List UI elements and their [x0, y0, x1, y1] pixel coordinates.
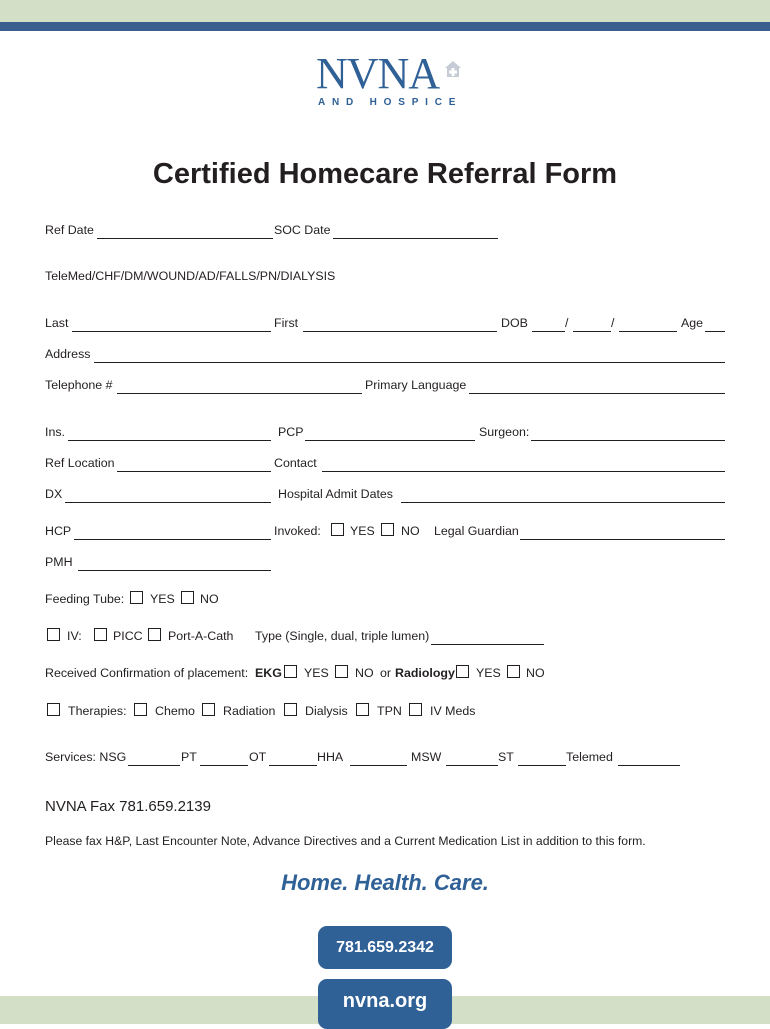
- contact-label: Contact: [274, 456, 317, 470]
- pmh-field[interactable]: [78, 570, 271, 571]
- radiology-yes-checkbox[interactable]: [456, 665, 469, 678]
- services-nsg-label: Services: NSG: [45, 750, 127, 764]
- therapies-checkbox[interactable]: [47, 703, 60, 716]
- invoked-yes-checkbox[interactable]: [331, 523, 344, 536]
- page-title: Certified Homecare Referral Form: [152, 158, 618, 190]
- soc-date-label: SOC Date: [274, 223, 331, 237]
- feeding-tube-no-checkbox[interactable]: [181, 591, 194, 604]
- programs-label: TeleMed/CHF/DM/WOUND/AD/FALLS/PN/DIALYSIS: [45, 269, 336, 283]
- first-label: First: [274, 316, 299, 330]
- ot-field[interactable]: [269, 765, 317, 766]
- chemo-checkbox[interactable]: [134, 703, 147, 716]
- services-row: [45, 750, 735, 768]
- ref-date-label: Ref Date: [45, 223, 94, 237]
- feeding-tube-label: Feeding Tube:: [45, 592, 125, 606]
- age-label: Age: [681, 316, 704, 330]
- received-confirmation-label: Received Confirmation of placement:: [45, 666, 249, 680]
- ref-location-label: Ref Location: [45, 456, 115, 470]
- primary-language-field[interactable]: [469, 393, 725, 394]
- tpn-label: TPN: [377, 704, 402, 718]
- telephone-label: Telephone #: [45, 378, 113, 392]
- telephone-field[interactable]: [117, 393, 362, 394]
- or-label: or: [380, 666, 392, 680]
- ekg-yes-checkbox[interactable]: [284, 665, 297, 678]
- st-label: ST: [498, 750, 514, 764]
- ref-date-row: [45, 223, 745, 241]
- ins-field[interactable]: [68, 440, 271, 441]
- top-color-band: [0, 0, 770, 22]
- address-field[interactable]: [94, 362, 725, 363]
- iv-row: [45, 629, 735, 647]
- pmh-label: PMH: [45, 555, 73, 569]
- pt-field[interactable]: [200, 765, 248, 766]
- hcp-field[interactable]: [74, 539, 271, 540]
- iv-label: IV:: [67, 629, 82, 643]
- phone-number-badge: 781.659.2342: [318, 926, 452, 969]
- msw-field[interactable]: [446, 765, 498, 766]
- hha-label: HHA: [317, 750, 344, 764]
- hcp-label: HCP: [45, 524, 72, 538]
- address-label: Address: [45, 347, 91, 361]
- dob-month-field[interactable]: [532, 331, 565, 332]
- ins-label: Ins.: [45, 425, 65, 439]
- invoked-no-label: NO: [401, 524, 420, 538]
- nsg-field[interactable]: [128, 765, 180, 766]
- feeding-tube-no-label: NO: [200, 592, 219, 606]
- first-name-field[interactable]: [303, 331, 497, 332]
- hcp-row: [45, 524, 735, 542]
- house-cross-icon: [444, 60, 462, 78]
- ekg-yes-label: YES: [304, 666, 329, 680]
- telemed-label: Telemed: [566, 750, 613, 764]
- radiation-checkbox[interactable]: [202, 703, 215, 716]
- hospital-admit-field[interactable]: [401, 502, 725, 503]
- port-a-cath-label: Port-A-Cath: [168, 629, 234, 643]
- website-badge[interactable]: nvna.org: [318, 979, 452, 1029]
- picc-checkbox[interactable]: [94, 628, 107, 641]
- hospital-admit-label: Hospital Admit Dates: [278, 487, 394, 501]
- radiology-yes-label: YES: [476, 666, 501, 680]
- iv-meds-checkbox[interactable]: [409, 703, 422, 716]
- therapies-row: [45, 704, 735, 722]
- contact-field[interactable]: [322, 471, 725, 472]
- dob-day-field[interactable]: [573, 331, 611, 332]
- soc-date-field[interactable]: [333, 238, 498, 239]
- hha-field[interactable]: [350, 765, 407, 766]
- surgeon-label: Surgeon:: [479, 425, 530, 439]
- msw-label: MSW: [411, 750, 442, 764]
- picc-label: PICC: [113, 629, 143, 643]
- insurance-row: [45, 425, 735, 443]
- dob-slash-1: /: [565, 316, 569, 330]
- dob-label: DOB: [501, 316, 528, 330]
- primary-language-label: Primary Language: [365, 378, 467, 392]
- invoked-label: Invoked:: [274, 524, 321, 538]
- dob-year-field[interactable]: [619, 331, 677, 332]
- nvna-logo: [316, 49, 466, 112]
- top-blue-stripe: [0, 22, 770, 31]
- last-name-field[interactable]: [72, 331, 271, 332]
- ot-label: OT: [249, 750, 267, 764]
- pcp-label: PCP: [278, 425, 304, 439]
- feeding-tube-yes-label: YES: [150, 592, 175, 606]
- radiology-no-label: NO: [526, 666, 545, 680]
- dx-row: [45, 487, 735, 505]
- dialysis-label: Dialysis: [305, 704, 348, 718]
- logo-subtitle: AND HOSPICE: [318, 97, 463, 108]
- telemed-field[interactable]: [618, 765, 680, 766]
- telephone-row: [45, 378, 735, 396]
- dialysis-checkbox[interactable]: [284, 703, 297, 716]
- ref-location-field[interactable]: [117, 471, 271, 472]
- ref-location-row: [45, 456, 735, 474]
- dx-field[interactable]: [65, 502, 271, 503]
- dx-label: DX: [45, 487, 63, 501]
- port-a-cath-checkbox[interactable]: [148, 628, 161, 641]
- dob-slash-2: /: [611, 316, 615, 330]
- chemo-label: Chemo: [155, 704, 195, 718]
- radiology-label: Radiology: [395, 666, 455, 680]
- legal-guardian-field[interactable]: [520, 539, 725, 540]
- tagline: Home. Health. Care.: [281, 870, 489, 895]
- type-lumen-label: Type (Single, dual, triple lumen): [255, 629, 430, 643]
- ref-date-field[interactable]: [97, 238, 273, 239]
- ekg-no-checkbox[interactable]: [335, 665, 348, 678]
- iv-meds-label: IV Meds: [430, 704, 476, 718]
- pcp-field[interactable]: [305, 440, 475, 441]
- ekg-label: EKG: [255, 666, 282, 680]
- address-row: [45, 347, 735, 365]
- tpn-checkbox[interactable]: [356, 703, 369, 716]
- fax-number: NVNA Fax 781.659.2139: [45, 798, 211, 815]
- iv-checkbox[interactable]: [47, 628, 60, 641]
- confirmation-row: [45, 666, 735, 684]
- surgeon-field[interactable]: [531, 440, 725, 441]
- invoked-yes-label: YES: [350, 524, 375, 538]
- age-field[interactable]: [705, 331, 725, 332]
- feeding-tube-row: [45, 592, 735, 610]
- fax-instructions: Please fax H&P, Last Encounter Note, Advance Directives and a Current Medication List in addition to this form.: [45, 834, 646, 848]
- pmh-row: [45, 555, 735, 573]
- st-field[interactable]: [518, 765, 566, 766]
- logo-wordmark: NVNA: [316, 49, 440, 98]
- type-lumen-field[interactable]: [431, 644, 544, 645]
- pt-label: PT: [181, 750, 197, 764]
- name-row: [45, 316, 735, 334]
- feeding-tube-yes-checkbox[interactable]: [130, 591, 143, 604]
- invoked-no-checkbox[interactable]: [381, 523, 394, 536]
- therapies-label: Therapies:: [68, 704, 127, 718]
- last-label: Last: [45, 316, 69, 330]
- legal-guardian-label: Legal Guardian: [434, 524, 519, 538]
- ekg-no-label: NO: [355, 666, 374, 680]
- radiation-label: Radiation: [223, 704, 276, 718]
- radiology-no-checkbox[interactable]: [507, 665, 520, 678]
